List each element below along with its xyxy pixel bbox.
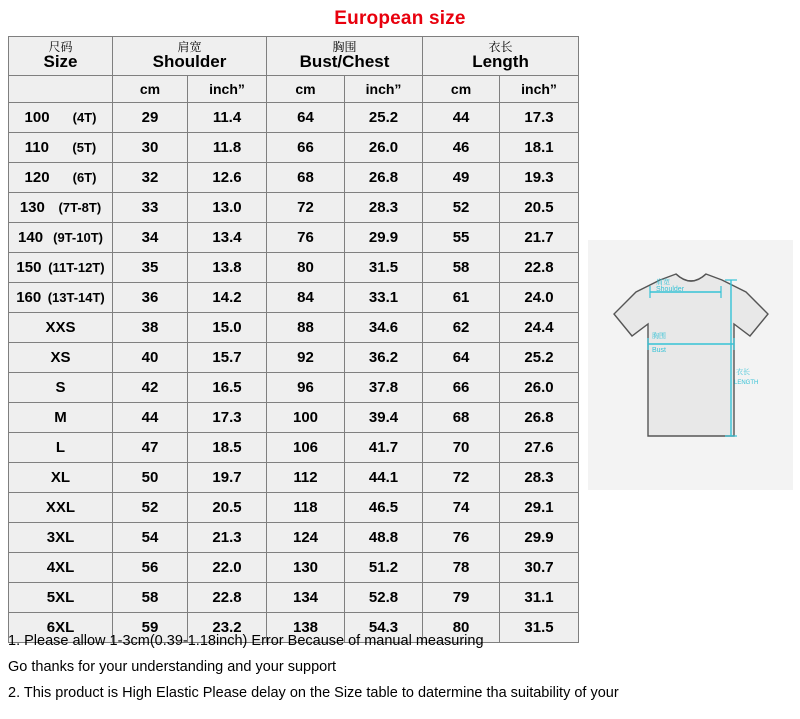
cell-length-inch: 24.0	[500, 283, 579, 313]
cell-length-cm: 52	[423, 193, 500, 223]
cell-bust-cm: 118	[267, 493, 345, 523]
cell-length-inch: 30.7	[500, 553, 579, 583]
table-row	[9, 493, 579, 523]
header-length-cn: 衣长	[488, 39, 513, 54]
cell-length-cm: 61	[423, 283, 500, 313]
cell-shoulder-inch: 22.8	[188, 583, 267, 613]
cell-bust-inch: 25.2	[345, 103, 423, 133]
cell-size	[9, 253, 113, 283]
cell-bust-inch: 28.3	[345, 193, 423, 223]
cell-shoulder-inch: 19.7	[188, 463, 267, 493]
cell-shoulder-cm: 35	[113, 253, 188, 283]
cell-shoulder-cm: 32	[113, 163, 188, 193]
cell-bust-inch: 26.0	[345, 133, 423, 163]
cell-bust-cm: 80	[267, 253, 345, 283]
cell-shoulder-cm: 30	[113, 133, 188, 163]
table-row	[9, 133, 579, 163]
cell-bust-inch: 48.8	[345, 523, 423, 553]
cell-bust-cm: 64	[267, 103, 345, 133]
cell-bust-inch: 26.8	[345, 163, 423, 193]
cell-bust-inch: 52.8	[345, 583, 423, 613]
cell-shoulder-inch: 13.4	[188, 223, 267, 253]
cell-shoulder-cm: 58	[113, 583, 188, 613]
length-label-cn: 衣长	[736, 369, 750, 376]
cell-shoulder-cm: 42	[113, 373, 188, 403]
cell-bust-inch: 29.9	[345, 223, 423, 253]
cell-shoulder-cm: 47	[113, 433, 188, 463]
tshirt-diagram-svg	[588, 240, 793, 490]
size-code: 120	[24, 169, 50, 186]
table-row	[9, 373, 579, 403]
cell-bust-cm: 84	[267, 283, 345, 313]
units-length-cm: cm	[423, 76, 500, 103]
cell-shoulder-cm: 33	[113, 193, 188, 223]
table-row	[9, 163, 579, 193]
shoulder-label-en: Shoulder	[656, 286, 685, 293]
cell-shoulder-cm: 50	[113, 463, 188, 493]
bust-label-cn: 胸围	[652, 333, 666, 340]
cell-shoulder-inch: 15.7	[188, 343, 267, 373]
cell-length-cm: 68	[423, 403, 500, 433]
cell-bust-cm: 76	[267, 223, 345, 253]
cell-shoulder-inch: 23.2	[188, 613, 267, 643]
size-table	[8, 36, 579, 643]
units-shoulder-cm: cm	[113, 76, 188, 103]
cell-length-cm: 74	[423, 493, 500, 523]
header-bust-en: Bust/Chest	[299, 52, 390, 72]
cell-length-inch: 31.5	[500, 613, 579, 643]
cell-bust-inch: 44.1	[345, 463, 423, 493]
cell-length-inch: 27.6	[500, 433, 579, 463]
cell-size: XS	[9, 343, 113, 373]
cell-shoulder-cm: 44	[113, 403, 188, 433]
note-2: Go thanks for your understanding and your support	[8, 659, 337, 676]
cell-bust-inch: 54.3	[345, 613, 423, 643]
size-code: 160	[16, 289, 42, 306]
cell-bust-cm: 138	[267, 613, 345, 643]
length-label-en: LENGTH	[734, 380, 759, 386]
size-age: (4T)	[72, 110, 97, 125]
size-age: (9T-10T)	[53, 230, 103, 245]
cell-length-cm: 70	[423, 433, 500, 463]
cell-length-cm: 80	[423, 613, 500, 643]
cell-shoulder-inch: 17.3	[188, 403, 267, 433]
cell-shoulder-inch: 18.5	[188, 433, 267, 463]
cell-length-inch: 22.8	[500, 253, 579, 283]
cell-length-inch: 21.7	[500, 223, 579, 253]
cell-bust-cm: 66	[267, 133, 345, 163]
cell-length-inch: 26.0	[500, 373, 579, 403]
cell-shoulder-cm: 59	[113, 613, 188, 643]
cell-length-cm: 46	[423, 133, 500, 163]
garment-measurement-diagram	[588, 240, 793, 490]
header-shoulder-en: Shoulder	[152, 52, 227, 72]
size-code: 100	[24, 109, 50, 126]
cell-shoulder-cm: 52	[113, 493, 188, 523]
cell-size: 3XL	[9, 523, 113, 553]
units-bust-cm: cm	[267, 76, 345, 103]
cell-bust-inch: 36.2	[345, 343, 423, 373]
cell-shoulder-inch: 13.0	[188, 193, 267, 223]
cell-size: S	[9, 373, 113, 403]
cell-size	[9, 163, 113, 193]
cell-length-inch: 29.1	[500, 493, 579, 523]
cell-length-inch: 26.8	[500, 403, 579, 433]
cell-bust-inch: 46.5	[345, 493, 423, 523]
cell-shoulder-inch: 21.3	[188, 523, 267, 553]
cell-length-cm: 44	[423, 103, 500, 133]
size-table-container	[8, 36, 578, 643]
units-length-inch: inch”	[500, 76, 579, 103]
header-size-en: Size	[43, 52, 78, 72]
cell-size: M	[9, 403, 113, 433]
cell-length-inch: 18.1	[500, 133, 579, 163]
cell-size: 6XL	[9, 613, 113, 643]
header-size	[9, 37, 113, 76]
cell-length-cm: 62	[423, 313, 500, 343]
cell-size	[9, 133, 113, 163]
table-row	[9, 193, 579, 223]
cell-size: 4XL	[9, 553, 113, 583]
cell-length-cm: 79	[423, 583, 500, 613]
cell-size	[9, 193, 113, 223]
cell-length-inch: 20.5	[500, 193, 579, 223]
cell-bust-cm: 106	[267, 433, 345, 463]
size-code: 150	[16, 259, 42, 276]
size-code: 110	[24, 139, 49, 156]
shoulder-label-cn: 肩宽	[656, 279, 670, 286]
cell-length-cm: 58	[423, 253, 500, 283]
cell-shoulder-inch: 12.6	[188, 163, 267, 193]
cell-bust-inch: 51.2	[345, 553, 423, 583]
table-row	[9, 433, 579, 463]
cell-length-inch: 29.9	[500, 523, 579, 553]
cell-shoulder-inch: 13.8	[188, 253, 267, 283]
units-shoulder-inch: inch”	[188, 76, 267, 103]
cell-length-cm: 64	[423, 343, 500, 373]
note-1: 1. Please allow 1-3cm(0.39-1.18inch) Error Because of manual measuring	[8, 633, 484, 649]
cell-size: XXL	[9, 493, 113, 523]
tshirt-outline	[614, 274, 768, 436]
cell-bust-cm: 112	[267, 463, 345, 493]
cell-size: XL	[9, 463, 113, 493]
cell-length-inch: 31.1	[500, 583, 579, 613]
cell-bust-cm: 134	[267, 583, 345, 613]
cell-size: 5XL	[9, 583, 113, 613]
cell-shoulder-cm: 36	[113, 283, 188, 313]
cell-shoulder-inch: 20.5	[188, 493, 267, 523]
table-units-row	[9, 76, 579, 103]
cell-bust-cm: 130	[267, 553, 345, 583]
table-row	[9, 523, 579, 553]
cell-shoulder-cm: 54	[113, 523, 188, 553]
table-row	[9, 313, 579, 343]
size-age: (13T-14T)	[47, 290, 105, 305]
table-row	[9, 463, 579, 493]
cell-length-inch: 25.2	[500, 343, 579, 373]
cell-size: L	[9, 433, 113, 463]
cell-length-cm: 55	[423, 223, 500, 253]
table-row	[9, 343, 579, 373]
table-row	[9, 253, 579, 283]
note-3: 2. This product is High Elastic Please delay on the Size table to datermine tha suitability of your	[8, 685, 619, 702]
size-age: (5T)	[72, 140, 97, 155]
cell-bust-cm: 72	[267, 193, 345, 223]
cell-length-cm: 72	[423, 463, 500, 493]
page-title: European size	[334, 8, 466, 29]
cell-shoulder-cm: 38	[113, 313, 188, 343]
cell-bust-cm: 92	[267, 343, 345, 373]
cell-shoulder-inch: 16.5	[188, 373, 267, 403]
cell-bust-cm: 96	[267, 373, 345, 403]
cell-shoulder-cm: 34	[113, 223, 188, 253]
cell-shoulder-cm: 29	[113, 103, 188, 133]
notes-section	[8, 632, 794, 710]
header-length	[423, 37, 579, 76]
cell-shoulder-inch: 14.2	[188, 283, 267, 313]
cell-size	[9, 103, 113, 133]
size-age: (6T)	[72, 170, 97, 185]
table-row	[9, 103, 579, 133]
cell-shoulder-cm: 40	[113, 343, 188, 373]
cell-shoulder-inch: 15.0	[188, 313, 267, 343]
table-row	[9, 403, 579, 433]
cell-shoulder-cm: 56	[113, 553, 188, 583]
cell-bust-cm: 100	[267, 403, 345, 433]
cell-bust-inch: 37.8	[345, 373, 423, 403]
table-header-row	[9, 37, 579, 76]
header-bust-cn: 胸围	[332, 39, 357, 54]
size-code: 140	[18, 229, 44, 246]
cell-bust-cm: 68	[267, 163, 345, 193]
units-empty	[9, 76, 113, 103]
cell-bust-inch: 41.7	[345, 433, 423, 463]
cell-length-cm: 66	[423, 373, 500, 403]
header-shoulder-cn: 肩宽	[177, 39, 202, 54]
units-bust-inch: inch”	[345, 76, 423, 103]
cell-size	[9, 223, 113, 253]
cell-bust-cm: 88	[267, 313, 345, 343]
cell-length-inch: 19.3	[500, 163, 579, 193]
cell-bust-cm: 124	[267, 523, 345, 553]
cell-size: XXS	[9, 313, 113, 343]
header-size-cn: 尺码	[48, 39, 73, 54]
cell-length-cm: 49	[423, 163, 500, 193]
cell-size	[9, 283, 113, 313]
cell-length-inch: 17.3	[500, 103, 579, 133]
cell-length-inch: 28.3	[500, 463, 579, 493]
cell-shoulder-inch: 11.4	[188, 103, 267, 133]
bust-label-en: Bust	[652, 347, 667, 354]
table-row	[9, 553, 579, 583]
header-length-en: Length	[472, 52, 529, 72]
cell-length-cm: 76	[423, 523, 500, 553]
size-code: 130	[19, 199, 45, 216]
cell-length-cm: 78	[423, 553, 500, 583]
table-row	[9, 283, 579, 313]
table-row	[9, 223, 579, 253]
size-age: (7T-8T)	[58, 200, 102, 215]
cell-bust-inch: 39.4	[345, 403, 423, 433]
cell-bust-inch: 31.5	[345, 253, 423, 283]
cell-bust-inch: 33.1	[345, 283, 423, 313]
cell-shoulder-inch: 11.8	[188, 133, 267, 163]
header-shoulder	[113, 37, 267, 76]
table-row	[9, 583, 579, 613]
header-bust	[267, 37, 423, 76]
cell-length-inch: 24.4	[500, 313, 579, 343]
cell-bust-inch: 34.6	[345, 313, 423, 343]
cell-shoulder-inch: 22.0	[188, 553, 267, 583]
size-age: (11T-12T)	[48, 260, 105, 275]
